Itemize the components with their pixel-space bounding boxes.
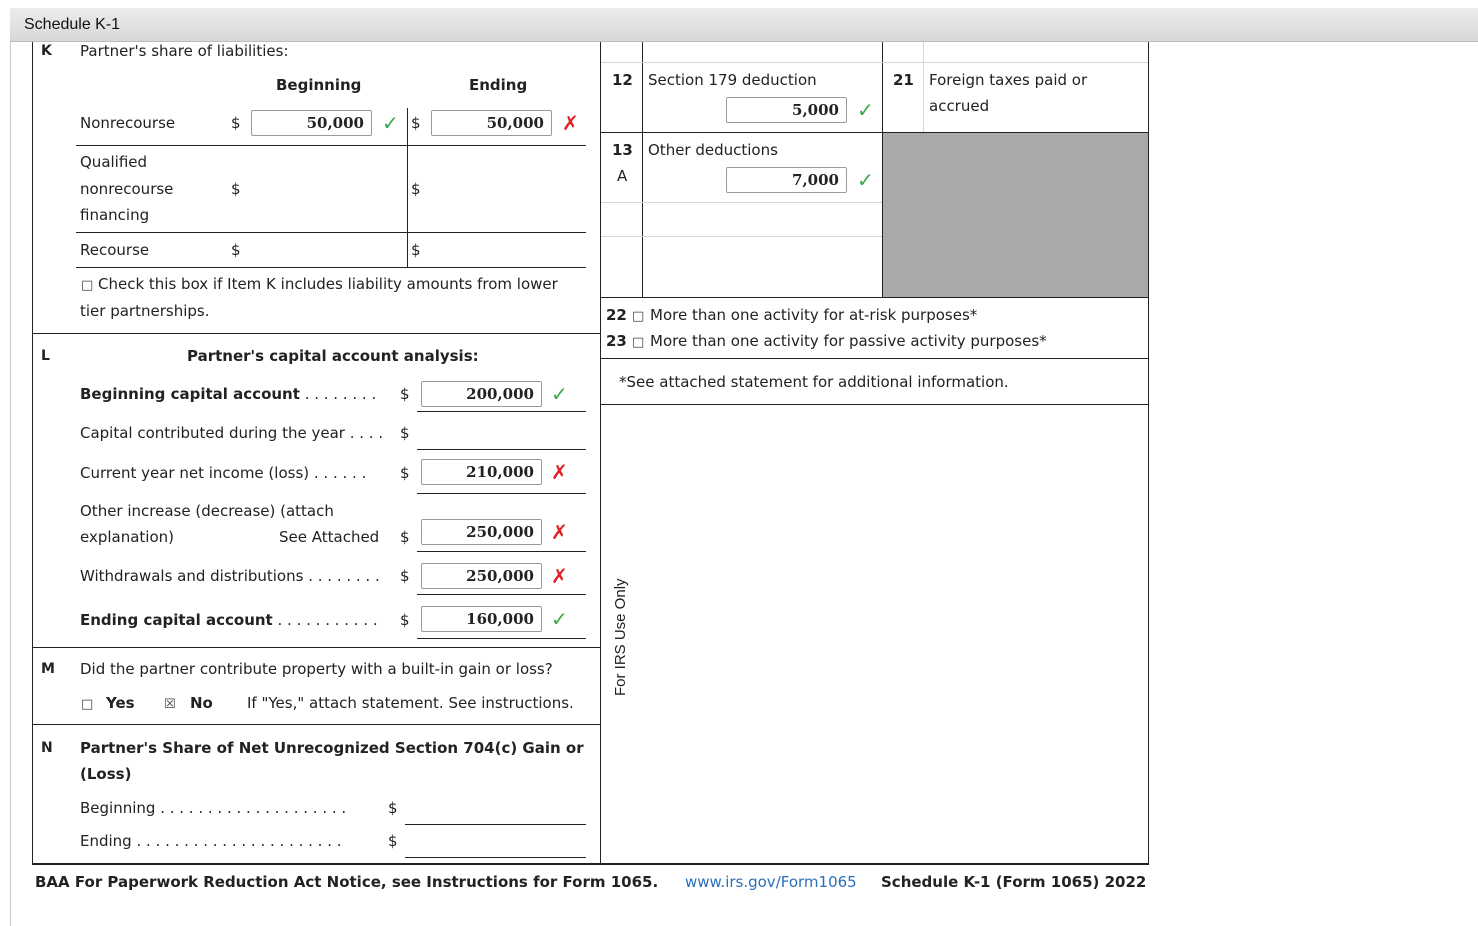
yes-note: If "Yes," attach statement. See instructions. — [247, 694, 574, 712]
at-risk-checkbox[interactable]: □ — [632, 309, 645, 324]
box21-label-line2: accrued — [929, 97, 990, 115]
row-rule — [601, 202, 882, 203]
leader-dots: . . . . — [349, 424, 384, 442]
row-rule — [417, 551, 586, 552]
other-increase-label-line1: Other increase (decrease) (attach — [80, 502, 334, 520]
irs-use-only-label — [603, 570, 637, 700]
n-beginning-label: Beginning — [80, 799, 156, 817]
row-rule — [76, 232, 586, 233]
row-rule — [417, 594, 586, 595]
withdrawals-label: Withdrawals and distributions — [80, 567, 304, 585]
dollar-sign: $ — [400, 464, 410, 482]
incorrect-x-icon: ✗ — [562, 111, 579, 135]
section-divider — [32, 724, 601, 725]
section-divider — [32, 647, 601, 648]
section-n-letter: N — [41, 740, 53, 756]
row-rule — [417, 493, 586, 494]
dollar-sign: $ — [411, 180, 421, 198]
qnr-label-line3: financing — [80, 206, 150, 224]
row-rule — [76, 145, 586, 146]
window-left-edge — [10, 42, 11, 926]
leader-dots: . . . . . . . . . . . — [277, 611, 378, 629]
withdrawals-input[interactable]: 250,000 — [421, 563, 542, 589]
other-deductions-input[interactable]: 7,000 — [726, 167, 847, 193]
attached-statement-note: *See attached statement for additional information. — [619, 373, 1009, 391]
ending-capital-row — [80, 613, 378, 628]
beginning-capital-label: Beginning capital account — [80, 385, 300, 403]
row-rule — [601, 236, 882, 237]
col-beginning-header: Beginning — [276, 76, 362, 94]
qnr-label-line2: nonrecourse — [80, 180, 174, 198]
section-divider — [32, 333, 601, 334]
dollar-sign: $ — [231, 114, 241, 132]
incorrect-x-icon: ✗ — [551, 564, 568, 588]
correct-check-icon: ✓ — [857, 168, 874, 192]
n-beginning-input-line[interactable] — [405, 824, 586, 825]
irs-use-only-text: For IRS Use Only — [612, 578, 629, 696]
passive-activity-checkbox[interactable]: □ — [632, 335, 645, 350]
right-code-divider — [642, 42, 643, 297]
net-income-row — [80, 466, 366, 481]
incorrect-x-icon: ✗ — [551, 460, 568, 484]
box23-number: 23 — [606, 332, 627, 350]
window-titlebar — [10, 8, 1478, 42]
other-increase-input[interactable]: 250,000 — [421, 519, 542, 545]
form-right-border — [1148, 42, 1149, 864]
irs-form-link[interactable]: www.irs.gov/Form1065 — [685, 873, 857, 891]
correct-check-icon: ✓ — [382, 111, 399, 135]
section-m-letter: M — [41, 661, 55, 677]
beginning-capital-row — [80, 387, 376, 402]
no-checkbox-checked[interactable]: ☒ — [164, 697, 176, 712]
box21-number: 21 — [893, 71, 914, 89]
leader-dots: . . . . . . . . . . . . . . . . . . . . . . — [136, 832, 342, 850]
row-rule — [601, 297, 1148, 298]
correct-check-icon: ✓ — [857, 98, 874, 122]
box12-label: Section 179 deduction — [648, 71, 817, 89]
section-k-letter: K — [41, 43, 52, 59]
nonrecourse-ending-input[interactable]: 50,000 — [431, 110, 552, 136]
ending-capital-input[interactable]: 160,000 — [421, 606, 542, 632]
n-beginning-row — [80, 801, 346, 816]
box21-num-divider — [923, 42, 924, 132]
col-ending-header: Ending — [469, 76, 528, 94]
capital-contributed-row — [80, 426, 383, 441]
dollar-sign: $ — [388, 799, 398, 817]
dollar-sign: $ — [400, 385, 410, 403]
box22-number: 22 — [606, 306, 627, 324]
dollar-sign: $ — [400, 528, 410, 546]
recourse-label: Recourse — [80, 241, 150, 259]
yes-checkbox[interactable]: □ — [81, 697, 94, 712]
correct-check-icon: ✓ — [551, 382, 568, 406]
nonrecourse-label: Nonrecourse — [80, 114, 176, 132]
nonrecourse-beginning-input[interactable]: 50,000 — [251, 110, 372, 136]
dollar-sign: $ — [400, 424, 410, 442]
box12-number: 12 — [612, 71, 633, 89]
yes-label: Yes — [106, 694, 135, 712]
box21-label-line1: Foreign taxes paid or — [929, 71, 1088, 89]
box23-label: More than one activity for passive activity purposes* — [650, 332, 1047, 350]
n-ending-label: Ending — [80, 832, 132, 850]
box13-number: 13 — [612, 141, 633, 159]
capital-contributed-label: Capital contributed during the year — [80, 424, 345, 442]
capital-contributed-input-line[interactable] — [417, 449, 586, 450]
footer-form-id: Schedule K-1 (Form 1065) 2022 — [881, 873, 1147, 891]
window-title: Schedule K-1 — [24, 16, 121, 33]
form-bottom-border — [32, 863, 1149, 865]
dollar-sign: $ — [231, 241, 241, 259]
lower-tier-text-line2: tier partnerships. — [80, 302, 210, 320]
section-n-title-line1: Partner's Share of Net Unrecognized Section 704(c) Gain or — [80, 739, 584, 757]
footer-baa-notice: BAA For Paperwork Reduction Act Notice, see Instructions for Form 1065. — [35, 873, 659, 891]
section-n-title-line2: (Loss) — [80, 765, 132, 783]
box13-code: A — [617, 167, 628, 185]
section-k-title: Partner's share of liabilities: — [80, 42, 289, 60]
row-rule — [601, 358, 1148, 359]
incorrect-x-icon: ✗ — [551, 520, 568, 544]
lower-tier-checkbox[interactable]: □ — [81, 278, 94, 293]
qnr-label-line1: Qualified — [80, 153, 148, 171]
lower-tier-text-line1: Check this box if Item K includes liability amounts from lower — [98, 275, 558, 293]
form-left-border — [32, 42, 33, 864]
leader-dots: . . . . . . . . . . . . . . . . . . . . — [160, 799, 347, 817]
section-l-title: Partner's capital account analysis: — [187, 347, 479, 365]
row-rule — [417, 411, 586, 412]
ending-capital-label: Ending capital account — [80, 611, 273, 629]
dollar-sign: $ — [231, 180, 241, 198]
box22-label: More than one activity for at-risk purposes* — [650, 306, 978, 324]
other-increase-label-line2: explanation) — [80, 528, 175, 546]
row-rule — [417, 638, 586, 639]
section179-input[interactable]: 5,000 — [726, 97, 847, 123]
dollar-sign: $ — [400, 567, 410, 585]
correct-check-icon: ✓ — [551, 607, 568, 631]
net-income-input[interactable]: 210,000 — [421, 459, 542, 485]
beginning-capital-input[interactable]: 200,000 — [421, 381, 542, 407]
row-rule — [76, 267, 586, 268]
leader-dots: . . . . . . . . — [308, 567, 380, 585]
row-rule — [601, 404, 1148, 405]
row-rule — [601, 62, 1148, 63]
net-income-label: Current year net income (loss) — [80, 464, 310, 482]
withdrawals-row — [80, 569, 380, 584]
leader-dots: . . . . . . — [313, 464, 367, 482]
section-l-letter: L — [41, 348, 50, 364]
n-ending-input-line[interactable] — [405, 857, 586, 858]
shaded-area — [883, 133, 1148, 297]
dollar-sign: $ — [400, 611, 410, 629]
see-attached-label: See Attached — [279, 528, 380, 546]
builtin-gain-question: Did the partner contribute property with a built-in gain or loss? — [80, 660, 553, 678]
leader-dots: . . . . . . . . — [304, 385, 377, 403]
box13-label: Other deductions — [648, 141, 778, 159]
dollar-sign: $ — [388, 832, 398, 850]
k-column-divider — [407, 108, 408, 268]
form-middle-border — [600, 42, 601, 864]
dollar-sign: $ — [411, 241, 421, 259]
n-ending-row — [80, 834, 342, 849]
dollar-sign: $ — [411, 114, 421, 132]
no-label: No — [190, 694, 213, 712]
